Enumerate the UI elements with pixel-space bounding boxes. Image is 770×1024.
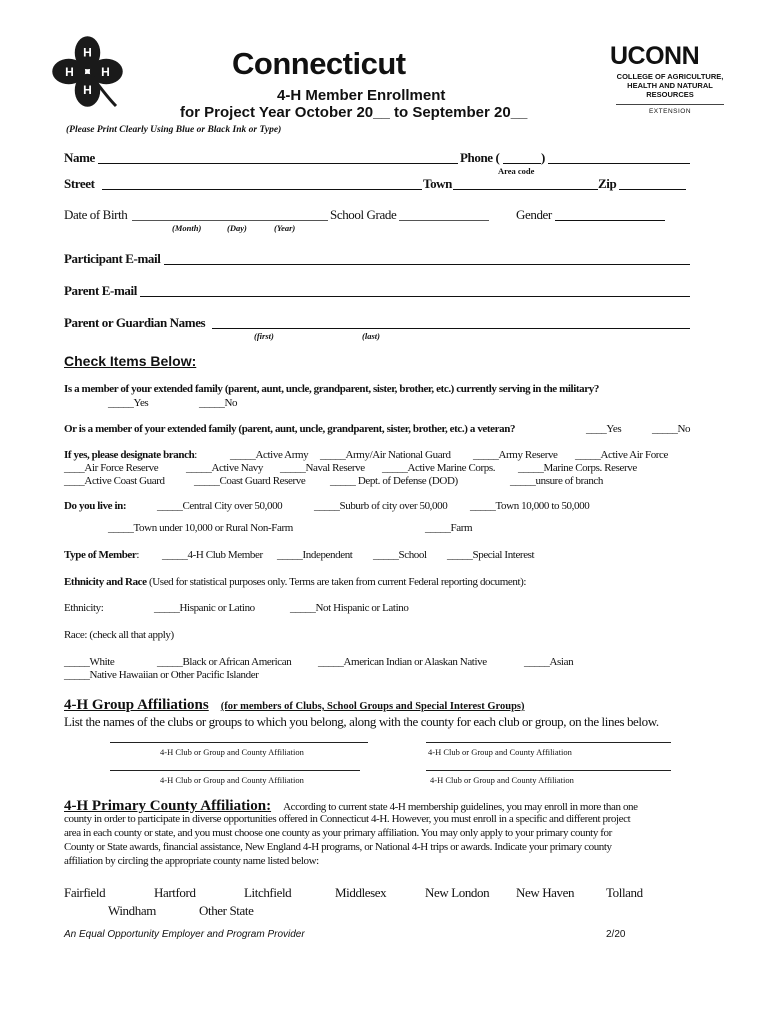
street-label: Street — [64, 176, 95, 191]
group-affiliations-header — [64, 696, 525, 714]
group-line-1[interactable] — [110, 742, 368, 743]
type-of-member-label: Type of Member — [64, 549, 137, 561]
street-field[interactable] — [102, 189, 422, 190]
county-hartford[interactable]: Hartford — [154, 885, 196, 900]
project-year: for Project Year October 20__ to September 20__ — [180, 104, 528, 121]
county-tolland[interactable]: Tolland — [606, 885, 643, 900]
branch-marine-corps-reserve[interactable]: _____Marine Corps. Reserve — [518, 462, 637, 474]
branch-label: If yes, please designate branch — [64, 449, 195, 461]
primary-affiliation-text-3: area in each county or state, and you must choose one county as your primary affiliation. You may only apply to your primary county for — [64, 827, 612, 839]
page-title: Connecticut — [232, 46, 406, 81]
group-affiliations-note: (for members of Clubs, School Groups and Special Interest Groups) — [220, 701, 525, 712]
group-affiliations-heading: 4-H Group Affiliations — [64, 697, 209, 713]
branch-active-marine-corps[interactable]: _____Active Marine Corps. — [382, 462, 496, 474]
town-label: Town — [423, 176, 452, 191]
type-special-interest[interactable]: _____Special Interest — [447, 549, 535, 561]
participant-email-field[interactable] — [164, 264, 690, 265]
svg-text:H: H — [101, 65, 110, 79]
last-caption: (last) — [362, 331, 380, 341]
phone-field[interactable] — [548, 163, 690, 164]
gender-label: Gender — [516, 207, 552, 222]
military-no[interactable]: _____No — [199, 397, 238, 409]
uconn-college-name: COLLEGE OF AGRICULTURE, HEALTH AND NATURAL RESOURCES — [616, 72, 724, 99]
ethnicity-race-heading: Ethnicity and Race — [64, 576, 147, 588]
military-question: Is a member of your extended family (parent, aunt, uncle, grandparent, sister, brother, etc.) currently serving in the military? — [64, 383, 599, 395]
name-field[interactable] — [98, 163, 458, 164]
dob-year-caption: (Year) — [274, 223, 296, 233]
live-in-label: Do you live in: — [64, 500, 127, 512]
veteran-no[interactable]: _____No — [652, 423, 691, 435]
race-native-hawaiian[interactable]: _____Native Hawaiian or Other Pacific Islander — [64, 669, 259, 681]
race-white[interactable]: _____White — [64, 656, 115, 668]
dob-month-caption: (Month) — [172, 223, 202, 233]
military-yes[interactable]: _____Yes — [108, 397, 149, 409]
gender-field[interactable] — [555, 220, 665, 221]
parent-email-field[interactable] — [140, 296, 690, 297]
live-suburb[interactable]: _____Suburb of city over 50,000 — [314, 500, 448, 512]
branch-naval-reserve[interactable]: _____Naval Reserve — [280, 462, 365, 474]
group-instruction: List the names of the clubs or groups to which you belong, along with the county for each club or group, on the lines below. — [64, 714, 659, 729]
branch-active-air-force[interactable]: _____Active Air Force — [575, 449, 669, 461]
svg-text:H: H — [83, 45, 92, 60]
uconn-wordmark: UCONN — [610, 42, 700, 70]
phone-label: Phone ( — [460, 150, 500, 165]
county-middlesex[interactable]: Middlesex — [335, 885, 387, 900]
group-caption-1: 4-H Club or Group and County Affiliation — [160, 747, 304, 757]
school-grade-label: School Grade — [330, 207, 397, 222]
branch-active-navy[interactable]: _____Active Navy — [186, 462, 263, 474]
primary-affiliation-text-4: County or State awards, financial assistance, New England 4-H programs, or National 4-H trips or awards. Indicate your primary county — [64, 841, 612, 853]
branch-active-coast-guard[interactable]: ____Active Coast Guard — [64, 475, 165, 487]
form-subtitle: 4-H Member Enrollment — [277, 87, 446, 104]
guardian-names-label: Parent or Guardian Names — [64, 315, 206, 330]
uconn-divider — [616, 104, 724, 105]
ethnicity-race-note: (Used for statistical purposes only. Terms are taken from current Federal reporting document): — [149, 576, 527, 588]
group-caption-4: 4-H Club or Group and County Affiliation — [430, 775, 574, 785]
branch-air-force-reserve[interactable]: ____Air Force Reserve — [64, 462, 159, 474]
veteran-yes[interactable]: ____Yes — [586, 423, 622, 435]
dob-day-caption: (Day) — [227, 223, 247, 233]
svg-text:H: H — [83, 83, 92, 97]
branch-army-reserve[interactable]: _____Army Reserve — [473, 449, 558, 461]
group-caption-3: 4-H Club or Group and County Affiliation — [160, 775, 304, 785]
live-town[interactable]: _____Town 10,000 to 50,000 — [470, 500, 590, 512]
type-of-member-line: Type of Member: — [64, 549, 140, 561]
uconn-logo — [610, 44, 730, 115]
county-fairfield[interactable]: Fairfield — [64, 885, 106, 900]
zip-field[interactable] — [619, 189, 686, 190]
branch-army-air-national-guard[interactable]: _____Army/Air National Guard — [320, 449, 451, 461]
group-line-2[interactable] — [426, 742, 671, 743]
county-windham[interactable]: Windham — [108, 903, 156, 918]
ethnicity-hispanic[interactable]: _____Hispanic or Latino — [154, 602, 255, 614]
branch-dod[interactable]: _____ Dept. of Defense (DOD) — [330, 475, 458, 487]
primary-affiliation-text-5: affiliation by circling the appropriate county name listed below: — [64, 855, 319, 867]
ethnicity-race-line — [64, 576, 526, 588]
branch-unsure[interactable]: _____unsure of branch — [510, 475, 604, 487]
branch-line-1: If yes, please designate branch: — [64, 449, 197, 461]
area-code-caption: Area code — [498, 166, 535, 176]
zip-label: Zip — [598, 176, 617, 191]
school-grade-field[interactable] — [399, 220, 489, 221]
dob-field[interactable] — [132, 220, 328, 221]
4h-clover-logo — [50, 34, 125, 109]
race-black[interactable]: _____Black or African American — [157, 656, 292, 668]
race-american-indian[interactable]: _____American Indian or Alaskan Native — [318, 656, 487, 668]
primary-affiliation-text-2: county in order to participate in diverse opportunities offered in Connecticut 4-H. However, you must enroll in a specific and different project — [64, 813, 631, 825]
branch-active-army[interactable]: _____Active Army — [230, 449, 309, 461]
name-label: Name — [64, 150, 95, 165]
equal-opportunity-statement: An Equal Opportunity Employer and Program Provider — [64, 929, 305, 940]
ethnicity-label: Ethnicity: — [64, 602, 104, 614]
type-club-member[interactable]: _____4-H Club Member — [162, 549, 263, 561]
participant-email-label: Participant E-mail — [64, 251, 161, 266]
county-other-state[interactable]: Other State — [199, 903, 254, 918]
svg-text:H: H — [65, 65, 74, 79]
type-school[interactable]: _____School — [373, 549, 427, 561]
primary-affiliation-text-1: According to current state 4-H membership guidelines, you may enroll in more than one — [283, 801, 638, 813]
group-caption-2: 4-H Club or Group and County Affiliation — [428, 747, 572, 757]
area-code-field[interactable] — [503, 163, 541, 164]
guardian-names-field[interactable] — [212, 328, 690, 329]
parent-email-label: Parent E-mail — [64, 283, 137, 298]
check-items-heading: Check Items Below: — [64, 353, 197, 369]
revision-date: 2/20 — [606, 929, 626, 940]
group-line-3[interactable] — [110, 770, 360, 771]
branch-coast-guard-reserve[interactable]: _____Coast Guard Reserve — [194, 475, 306, 487]
uconn-extension: EXTENSION — [648, 108, 692, 115]
type-independent[interactable]: _____Independent — [277, 549, 353, 561]
race-label: Race: (check all that apply) — [64, 629, 174, 641]
county-new-london[interactable]: New London — [425, 885, 490, 900]
group-line-4[interactable] — [426, 770, 671, 771]
county-new-haven[interactable]: New Haven — [516, 885, 575, 900]
phone-paren: ) — [541, 150, 546, 165]
veteran-question: Or is a member of your extended family (parent, aunt, uncle, grandparent, sister, brother, etc.) a veteran? — [64, 423, 516, 435]
live-central-city[interactable]: _____Central City over 50,000 — [157, 500, 283, 512]
town-field[interactable] — [453, 189, 598, 190]
ethnicity-not-hispanic[interactable]: _____Not Hispanic or Latino — [290, 602, 409, 614]
print-note: (Please Print Clearly Using Blue or Black Ink or Type) — [66, 125, 282, 135]
dob-label: Date of Birth — [64, 207, 128, 222]
race-asian[interactable]: _____Asian — [524, 656, 574, 668]
live-rural[interactable]: _____Town under 10,000 or Rural Non-Farm — [108, 522, 293, 534]
first-caption: (first) — [254, 331, 274, 341]
primary-affiliation-heading: 4-H Primary County Affiliation: — [64, 798, 272, 814]
live-farm[interactable]: _____Farm — [425, 522, 473, 534]
county-litchfield[interactable]: Litchfield — [244, 885, 292, 900]
